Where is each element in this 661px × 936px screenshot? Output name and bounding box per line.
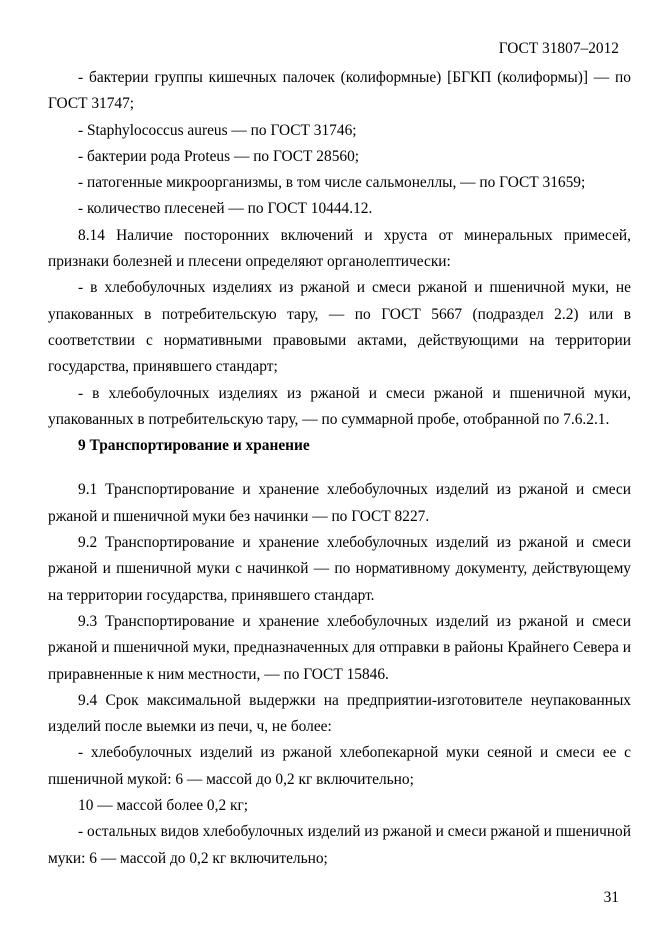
list-item-unpacked: - в хлебобулочных изделиях из ржаной и смеси ржаной и пшеничной муки, не упакованных в потребительскую тару, — по ГОСТ 5667 (подраздел 2.2) или в соответствии с нормативными правовыми актами, действующими на территории государства, принявшего стандарт;	[48, 279, 631, 376]
list-item-bgkp: - бактерии группы кишечных палочек (колиформные) [БГКП (колиформы)] — по ГОСТ 31747;	[48, 69, 631, 113]
list-item-mass-over: 10 — массой более 0,2 кг;	[78, 797, 249, 815]
list-item-rye-sifted: - хлебобулочных изделий из ржаной хлебопекарной муки сеяной и смеси ее с пшеничной мукой: 6 — массой до 0,2 кг включительно;	[48, 744, 631, 788]
paragraph-9-4: 9.4 Срок максимальной выдержки на предприятии-изготовителе неупакованных изделий после выемки из печи, ч, не более:	[48, 691, 631, 736]
list-item-packed: - в хлебобулочных изделиях из ржаной и смеси ржаной и пшеничной муки, упакованных в потребительскую тару, — по суммарной пробе, отобранной по 7.6.2.1.	[48, 384, 631, 428]
paragraph-8-14: 8.14 Наличие посторонних включений и хруста от минеральных примесей, признаки болезней и плесени определяют органолептически:	[48, 226, 631, 271]
paragraph-9-3: 9.3 Транспортирование и хранение хлебобулочных изделий из ржаной и смеси ржаной и пшеничной муки, предназначенных для отправки в районы Крайнего Севера и приравненные к ним местности, — по ГОСТ 15846.	[48, 612, 631, 683]
list-item-staphylococcus: - Staphylococcus aureus — по ГОСТ 31746;	[78, 121, 357, 139]
paragraph-9-1: 9.1 Транспортирование и хранение хлебобулочных изделий из ржаной и смеси ржаной и пшеничной муки без начинки — по ГОСТ 8227.	[48, 481, 631, 525]
document-id-header: ГОСТ 31807–2012	[498, 40, 619, 57]
paragraph-9-2: 9.2 Транспортирование и хранение хлебобулочных изделий из ржаной и смеси ржаной и пшеничной муки с начинкой — по нормативному документу, действующему на территории государства, принявшего стандарт.	[48, 534, 631, 604]
list-item-molds: - количество плесеней — по ГОСТ 10444.12.	[78, 200, 373, 218]
page-body	[48, 65, 631, 872]
list-item-pathogens: - патогенные микроорганизмы, в том числе сальмонеллы, — по ГОСТ 31659;	[78, 174, 586, 192]
list-item-proteus: - бактерии рода Proteus — по ГОСТ 28560;	[78, 147, 360, 165]
list-item-other-types: - остальных видов хлебобулочных изделий из ржаной и смеси ржаной и пшеничной муки: 6 — массой до 0,2 кг включительно;	[48, 823, 631, 867]
section-heading: 9 Транспортирование и хранение	[78, 437, 310, 455]
page-number: 31	[603, 889, 619, 906]
